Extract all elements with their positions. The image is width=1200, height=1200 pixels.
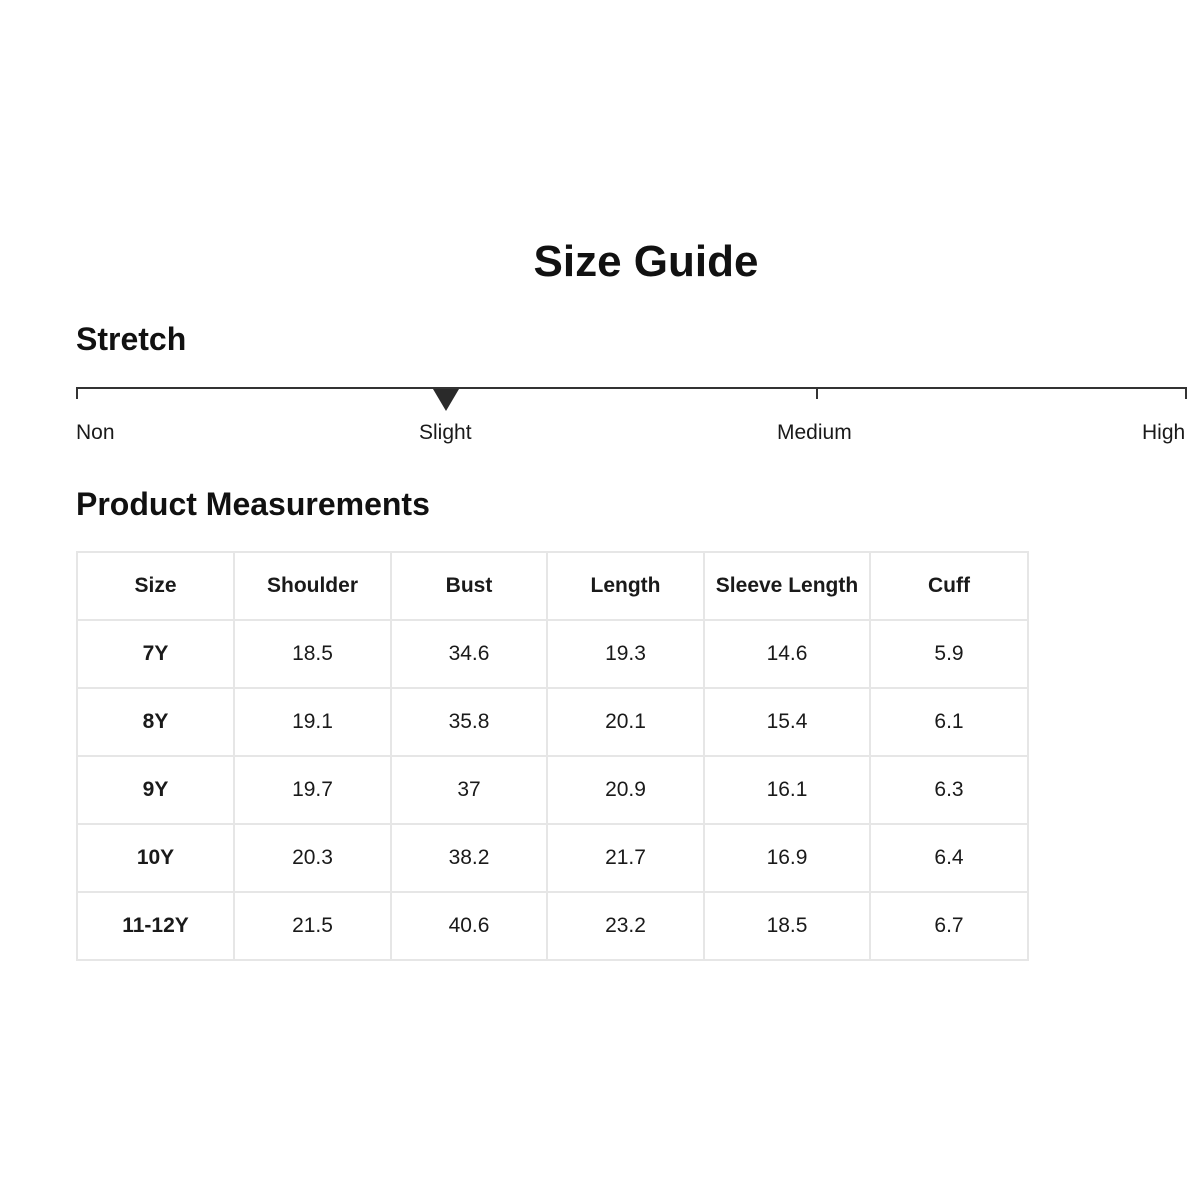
table-row	[77, 688, 1028, 756]
bust-cell: 37	[391, 756, 547, 824]
stretch-scale	[76, 386, 1188, 446]
bust-cell: 35.8	[391, 688, 547, 756]
cuff-cell: 6.1	[870, 688, 1028, 756]
column-header-shoulder: Shoulder	[234, 552, 391, 620]
table-row	[77, 756, 1028, 824]
length-cell: 20.1	[547, 688, 704, 756]
cuff-cell: 6.3	[870, 756, 1028, 824]
length-cell: 21.7	[547, 824, 704, 892]
stretch-heading: Stretch	[76, 321, 187, 357]
cuff-cell: 6.7	[870, 892, 1028, 960]
sleeve-length-cell: 14.6	[704, 620, 870, 688]
table-row	[77, 620, 1028, 688]
shoulder-cell: 19.7	[234, 756, 391, 824]
length-cell: 23.2	[547, 892, 704, 960]
stretch-selected-marker-icon	[433, 389, 459, 411]
stretch-label-slight: Slight	[419, 421, 472, 444]
cuff-cell: 6.4	[870, 824, 1028, 892]
bust-cell: 34.6	[391, 620, 547, 688]
length-cell: 20.9	[547, 756, 704, 824]
shoulder-cell: 18.5	[234, 620, 391, 688]
sleeve-length-cell: 15.4	[704, 688, 870, 756]
stretch-scale-line	[76, 387, 1187, 389]
stretch-label-medium: Medium	[777, 421, 852, 444]
stretch-tick-medium	[816, 387, 818, 399]
size-cell: 10Y	[77, 824, 234, 892]
size-cell: 7Y	[77, 620, 234, 688]
sleeve-length-cell: 18.5	[704, 892, 870, 960]
cuff-cell: 5.9	[870, 620, 1028, 688]
column-header-size: Size	[77, 552, 234, 620]
stretch-label-high: High	[1142, 421, 1186, 444]
length-cell: 19.3	[547, 620, 704, 688]
shoulder-cell: 21.5	[234, 892, 391, 960]
bust-cell: 38.2	[391, 824, 547, 892]
measurements-table	[76, 551, 1029, 961]
sleeve-length-cell: 16.1	[704, 756, 870, 824]
sleeve-length-cell: 16.9	[704, 824, 870, 892]
column-header-cuff: Cuff	[870, 552, 1028, 620]
shoulder-cell: 20.3	[234, 824, 391, 892]
stretch-tick-non	[76, 387, 78, 399]
stretch-label-non: Non	[76, 421, 115, 444]
stretch-tick-high	[1185, 387, 1187, 399]
table-header-row	[77, 552, 1028, 620]
size-cell: 9Y	[77, 756, 234, 824]
table-row	[77, 824, 1028, 892]
column-header-length: Length	[547, 552, 704, 620]
measurements-heading: Product Measurements	[76, 486, 430, 522]
column-header-sleeve-length: Sleeve Length	[704, 552, 870, 620]
bust-cell: 40.6	[391, 892, 547, 960]
size-cell: 11-12Y	[77, 892, 234, 960]
size-cell: 8Y	[77, 688, 234, 756]
page-title: Size Guide	[533, 237, 759, 286]
shoulder-cell: 19.1	[234, 688, 391, 756]
table-row	[77, 892, 1028, 960]
column-header-bust: Bust	[391, 552, 547, 620]
